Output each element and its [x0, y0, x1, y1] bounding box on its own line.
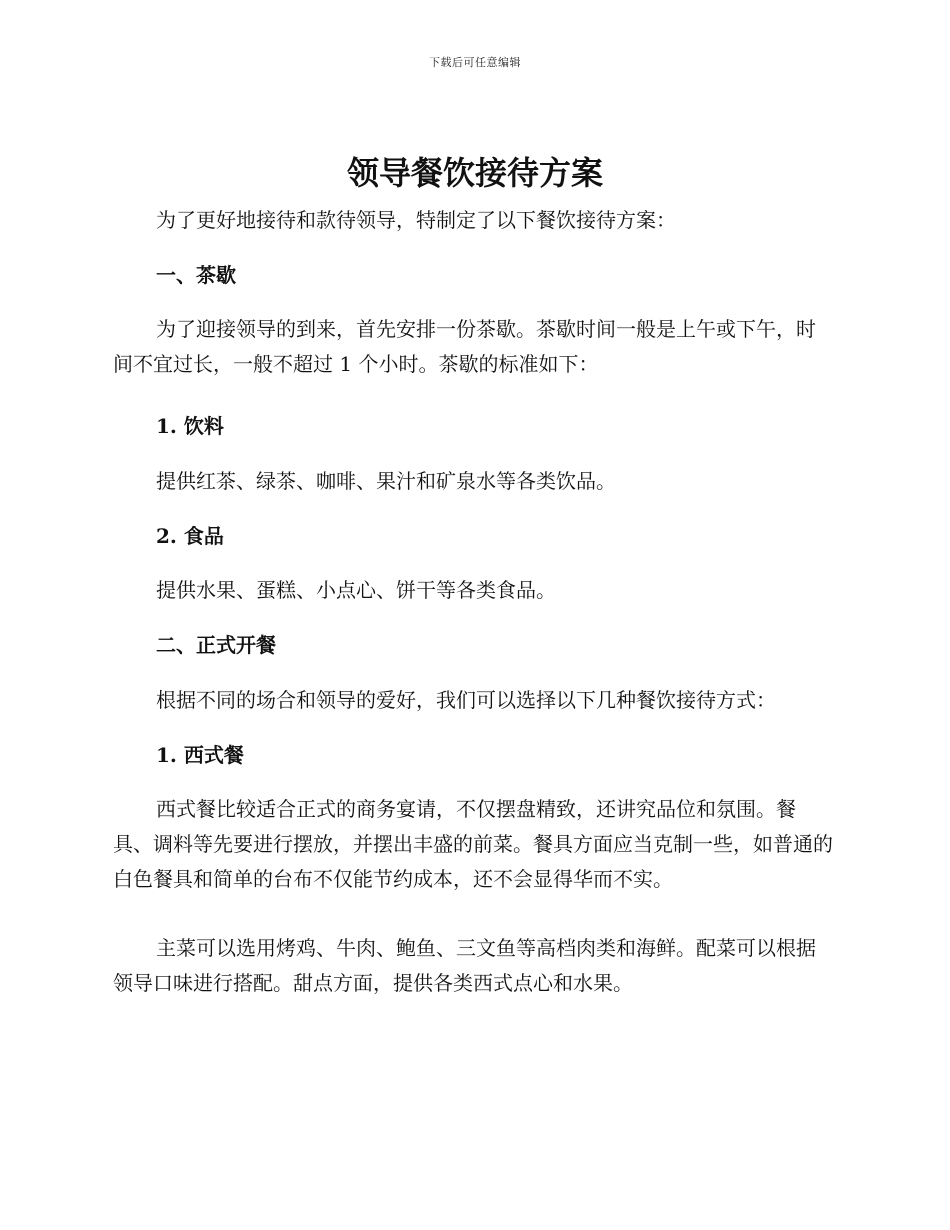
section2-sub1-heading: 1. 西式餐 — [156, 743, 244, 767]
section1-paragraph: 为了迎接领导的到来，首先安排一份茶歇。茶歇时间一般是上午或下午，时间不宜过长，一般不超过 1 个小时。茶歇的标准如下： — [113, 317, 816, 376]
header-note: 下载后可任意编辑 — [429, 56, 521, 69]
intro-paragraph: 为了更好地接待和款待领导，特制定了以下餐饮接待方案： — [156, 208, 676, 232]
section1-sub2-heading: 2. 食品 — [156, 524, 224, 548]
section1-sub2-text: 提供水果、蛋糕、小点心、饼干等各类食品。 — [156, 578, 556, 602]
section2-heading: 二、正式开餐 — [156, 633, 276, 657]
section2-sub1-paragraph2: 主菜可以选用烤鸡、牛肉、鲍鱼、三文鱼等高档肉类和海鲜。配菜可以根据领导口味进行搭配。甜点方面，提供各类西式点心和水果。 — [113, 936, 816, 995]
section2-sub1-paragraph1: 西式餐比较适合正式的商务宴请，不仅摆盘精致，还讲究品位和氛围。餐具、调料等先要进行摆放，并摆出丰盛的前菜。餐具方面应当克制一些，如普通的白色餐具和简单的台布不仅能节约成本，还不会显得华而不实。 — [113, 797, 833, 891]
section1-heading: 一、茶歇 — [156, 263, 236, 287]
section1-sub1-text: 提供红茶、绿茶、咖啡、果汁和矿泉水等各类饮品。 — [156, 469, 616, 493]
section2-paragraph: 根据不同的场合和领导的爱好，我们可以选择以下几种餐饮接待方式： — [156, 688, 776, 712]
section1-sub1-heading: 1. 饮料 — [156, 414, 224, 438]
document-title: 领导餐饮接待方案 — [346, 154, 603, 192]
